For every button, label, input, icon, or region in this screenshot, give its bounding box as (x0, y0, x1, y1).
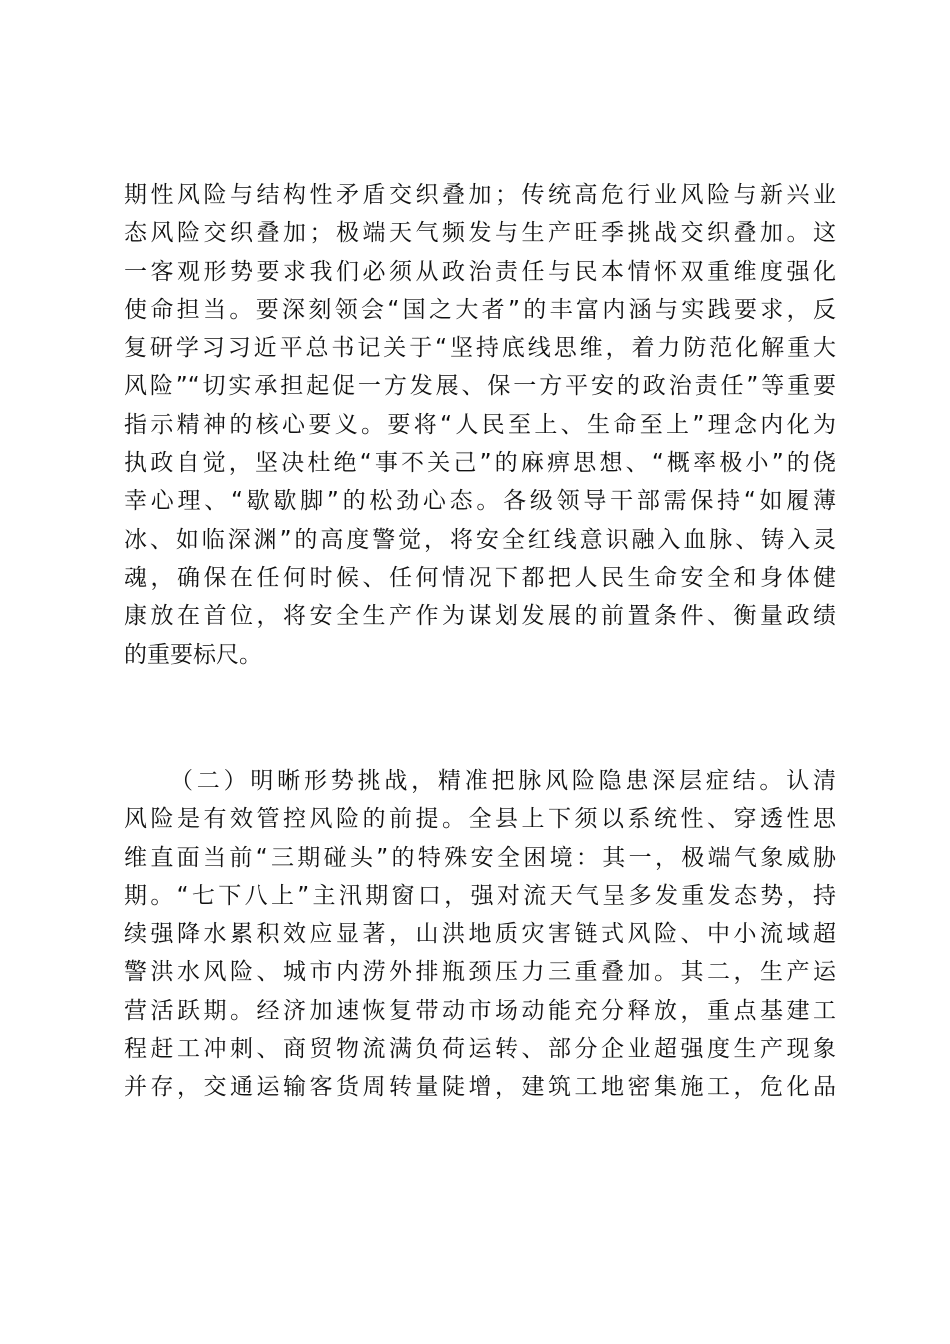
paragraph-1 (124, 176, 836, 674)
paragraph-line: 康放在首位，将安全生产作为谋划发展的前置条件、衡量政绩 (124, 603, 836, 630)
paragraph-line: 续强降水累积效应显著，山洪地质灾害链式风险、中小流域超 (124, 921, 836, 948)
paragraph-line: （二）明晰形势挑战，精准把脉风险隐患深层症结。认清 (170, 768, 836, 794)
paragraph-line: 使命担当。要深刻领会“国之大者”的丰富内涵与实践要求，反 (124, 296, 836, 323)
paragraph-line: 的重要标尺。 (124, 641, 262, 668)
paragraph-line: 执政自觉，坚决杜绝“事不关己”的麻痹思想、“概率极小”的侥 (124, 450, 836, 477)
paragraph-line: 程赶工冲刺、商贸物流满负荷运转、部分企业超强度生产现象 (124, 1036, 836, 1063)
paragraph-2 (124, 762, 836, 1107)
paragraph-line: 一客观形势要求我们必须从政治责任与民本情怀双重维度强化 (124, 258, 836, 285)
paragraph-line: 期性风险与结构性矛盾交织叠加；传统高危行业风险与新兴业 (124, 182, 836, 208)
paragraph-line: 风险”“切实承担起促一方发展、保一方平安的政治责任”等重要 (124, 373, 836, 400)
paragraph-line: 复研学习习近平总书记关于“坚持底线思维，着力防范化解重大 (124, 335, 836, 362)
paragraph-line: 期。“七下八上”主汛期窗口，强对流天气呈多发重发态势，持 (124, 882, 836, 909)
paragraph-line: 警洪水风险、城市内涝外排瓶颈压力三重叠加。其二，生产运 (124, 959, 836, 986)
paragraph-line: 并存，交通运输客货周转量陡增，建筑工地密集施工，危化品 (124, 1074, 836, 1101)
paragraph-line: 态风险交织叠加；极端天气频发与生产旺季挑战交织叠加。这 (124, 220, 836, 247)
paragraph-line: 幸心理、“歇歇脚”的松劲心态。各级领导干部需保持“如履薄 (124, 488, 836, 515)
paragraph-line: 风险是有效管控风险的前提。全县上下须以系统性、穿透性思 (124, 806, 836, 833)
paragraph-line: 冰、如临深渊”的高度警觉，将安全红线意识融入血脉、铸入灵 (124, 526, 836, 553)
paragraph-line: 营活跃期。经济加速恢复带动市场动能充分释放，重点基建工 (124, 997, 836, 1024)
paragraph-line: 维直面当前“三期碰头”的特殊安全困境：其一，极端气象威胁 (124, 844, 836, 871)
paragraph-line: 指示精神的核心要义。要将“人民至上、生命至上”理念内化为 (124, 411, 836, 438)
paragraph-line: 魂，确保在任何时候、任何情况下都把人民生命安全和身体健 (124, 564, 836, 591)
